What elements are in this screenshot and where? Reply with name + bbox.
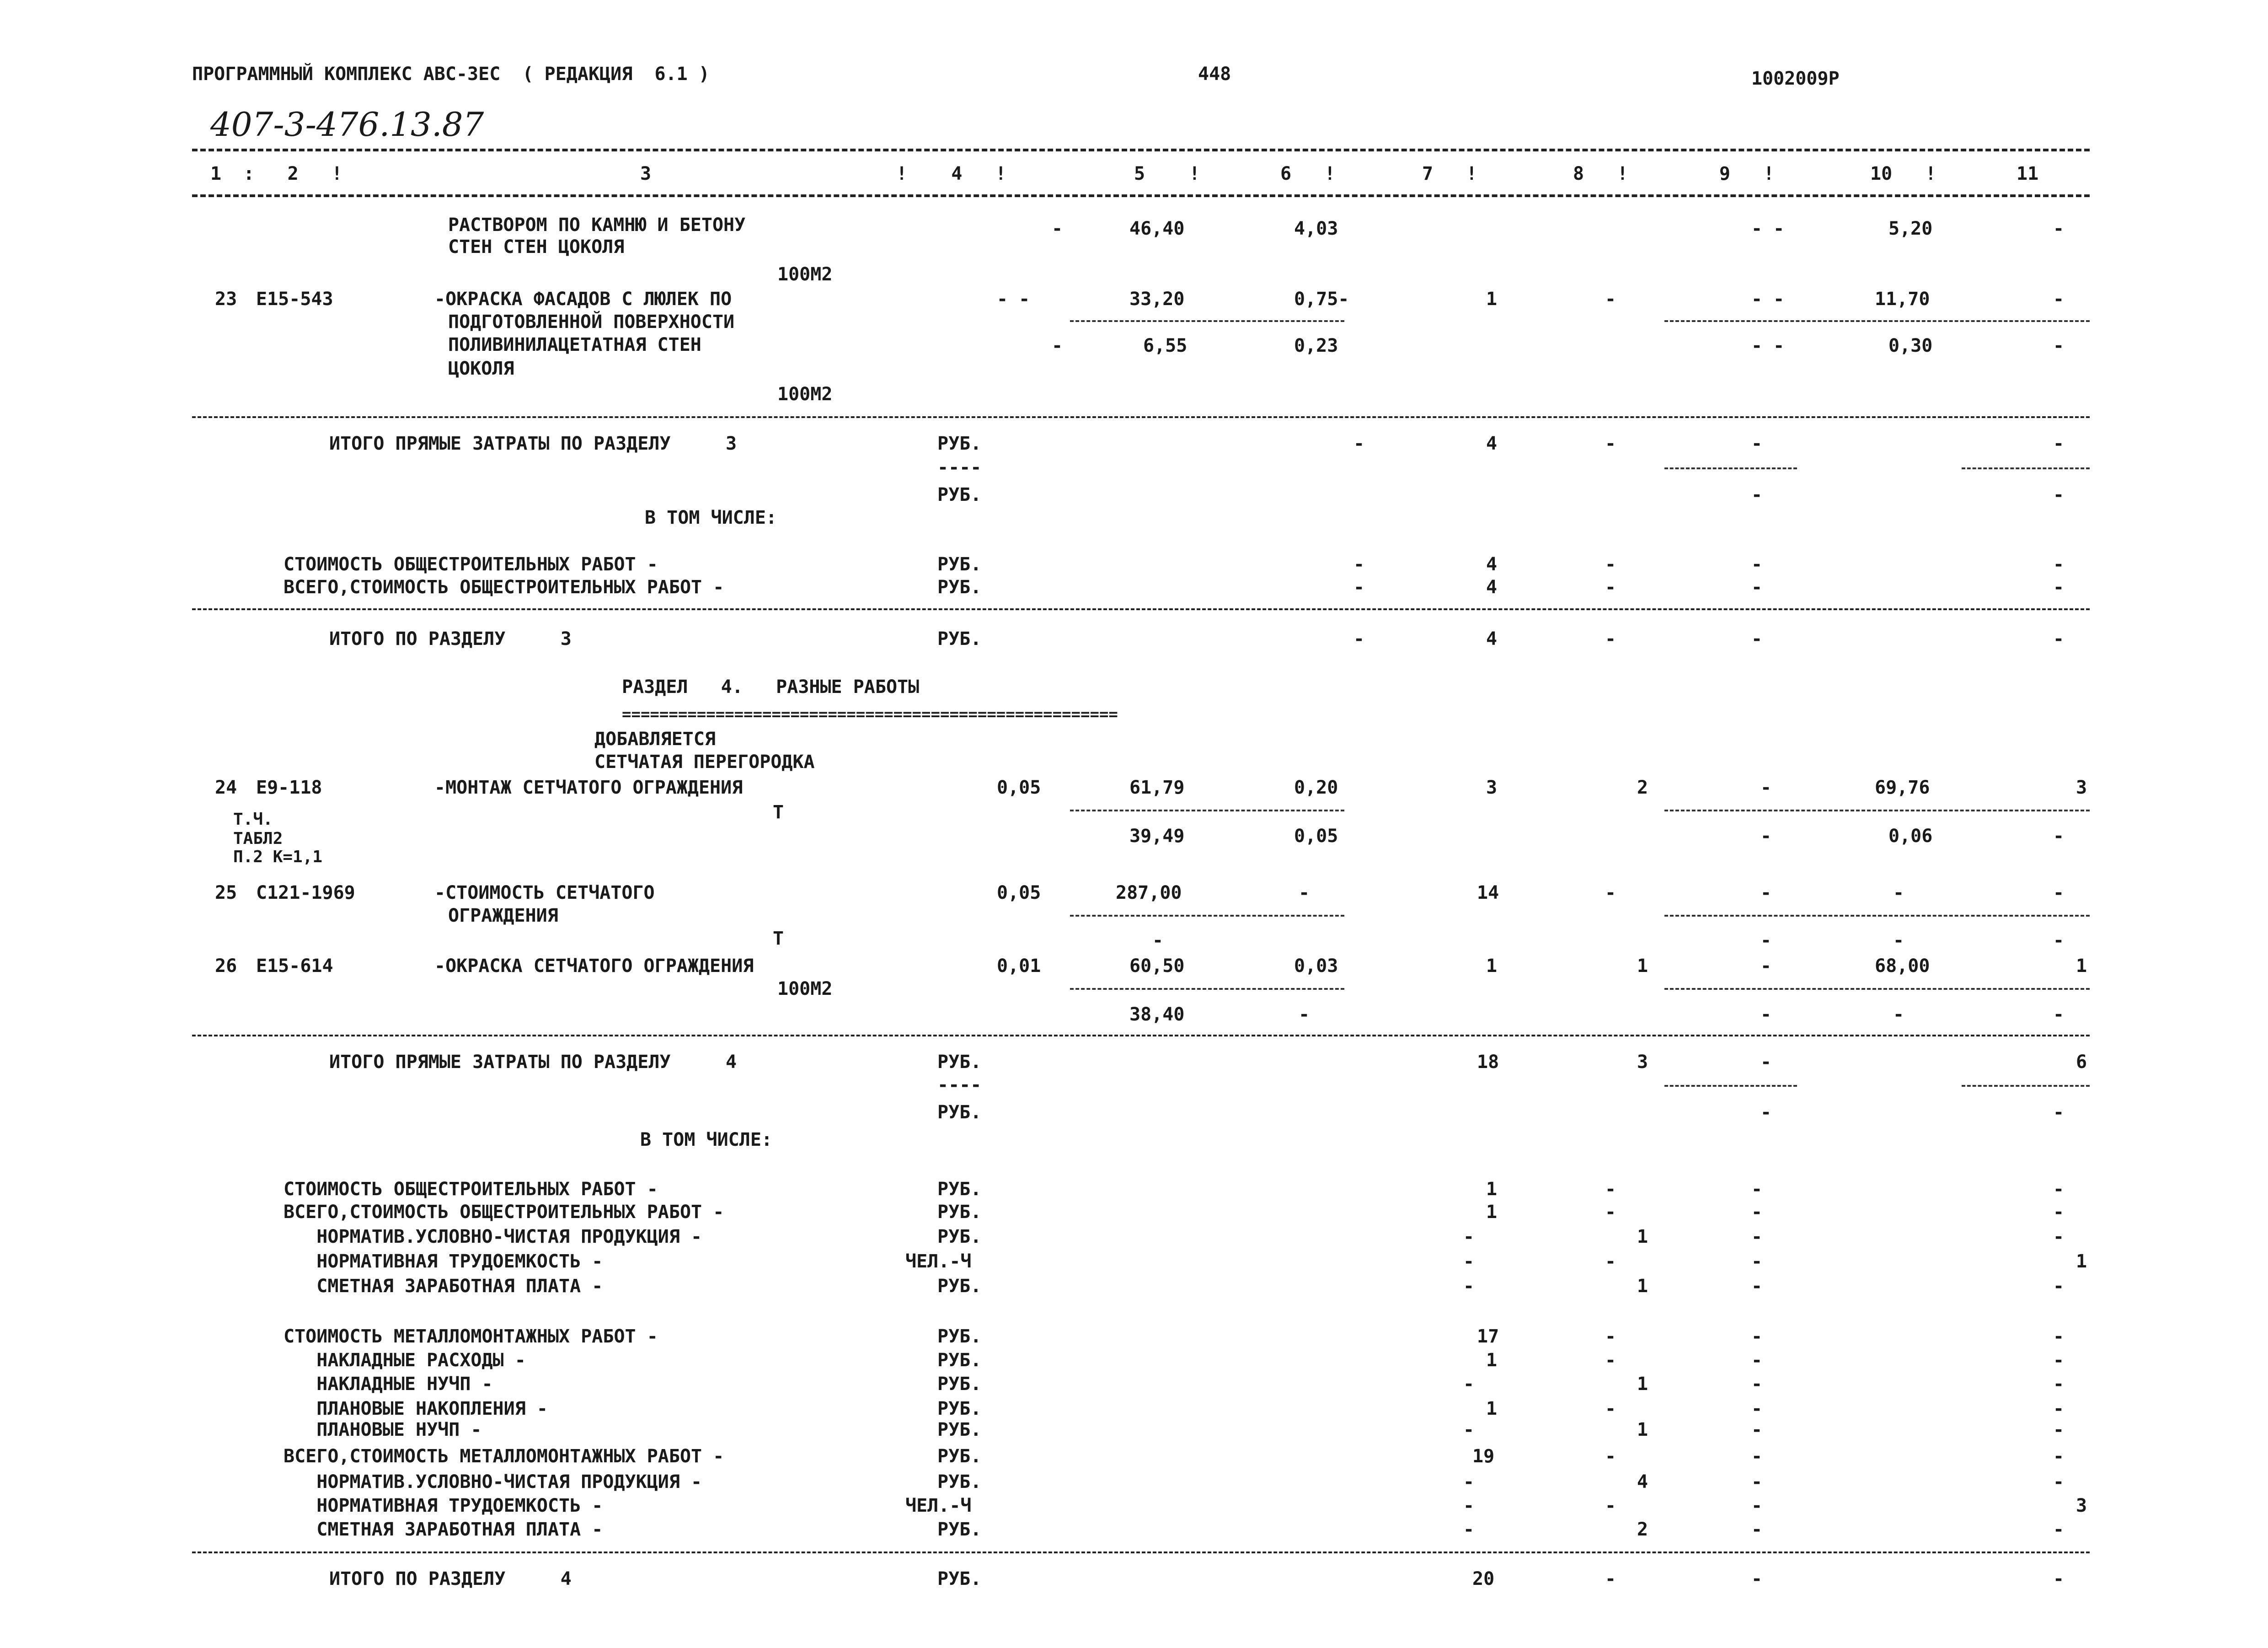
col-1-2: 1 : 2 ! <box>210 163 342 184</box>
s4-line-c7: - <box>1463 1251 1475 1272</box>
s4-line-label: НОРМАТИВ.УСЛОВНО-ЧИСТАЯ ПРОДУКЦИЯ - <box>284 1471 702 1492</box>
row23-c5b: 6,55 <box>1143 335 1187 356</box>
s4-line-unit: РУБ. <box>937 1419 982 1440</box>
row23-c10b: 0,30 <box>1888 335 1933 356</box>
row24-c8: 2 <box>1637 777 1648 798</box>
row23-c7: 1 <box>1486 289 1498 310</box>
s4-total-rub: РУБ. <box>937 1052 982 1073</box>
s4-line-c11: - <box>2053 1179 2065 1200</box>
s4-line-c11: - <box>2053 1398 2065 1419</box>
row0-c11: - <box>2053 218 2065 239</box>
s4-line-c11: - <box>2053 1471 2065 1492</box>
s3-a-c11: - <box>2053 554 2065 575</box>
s4-line-unit: РУБ. <box>937 1179 982 1200</box>
s4-line-c7: 1 <box>1486 1350 1498 1371</box>
s4-line-c8: - <box>1605 1495 1616 1516</box>
s3-total-label: ИТОГО ПРЯМЫЕ ЗАТРАТЫ ПО РАЗДЕЛУ 3 <box>329 433 737 454</box>
page-number: 448 <box>1198 64 1231 85</box>
s4-line-unit: ЧЕЛ.-Ч <box>905 1251 972 1272</box>
s4-line-c8: - <box>1605 1251 1616 1272</box>
s4-line-c7: 1 <box>1486 1202 1498 1223</box>
s4-line-c9: - <box>1751 1326 1763 1347</box>
row24-c4: 0,05 <box>997 777 1041 798</box>
row26-c11: 1 <box>2076 956 2087 977</box>
row24-c5b: 39,49 <box>1129 826 1185 847</box>
s4-line-unit: РУБ. <box>937 1276 982 1297</box>
row23-desc4: ЦОКОЛЯ <box>448 358 514 379</box>
s4-line-c8: 2 <box>1637 1519 1648 1540</box>
row24-c11: 3 <box>2076 777 2087 798</box>
s4-line-c8: 4 <box>1637 1471 1648 1492</box>
row26-c10b: - <box>1893 1004 1904 1025</box>
row26-subline-a <box>1070 988 1344 990</box>
row23-c6b: 0,23 <box>1294 335 1338 356</box>
row0-unit: 100М2 <box>777 264 833 285</box>
row23-c11b: - <box>2053 335 2065 356</box>
row25-unit: Т <box>773 928 784 949</box>
s3-itog-c7: 4 <box>1486 628 1498 650</box>
row0-c9: - - <box>1751 218 1785 239</box>
row25-c10: - <box>1893 882 1904 903</box>
s4-line-c9: - <box>1751 1398 1763 1419</box>
s3-subline-c9 <box>1664 467 1797 469</box>
s4-itog-label: ИТОГО ПО РАЗДЕЛУ 4 <box>329 1568 572 1589</box>
s4-line-unit: РУБ. <box>937 1202 982 1223</box>
row23-c4: - - <box>997 289 1030 310</box>
s4-line-label: ВСЕГО,СТОИМОСТЬ ОБЩЕСТРОИТЕЛЬНЫХ РАБОТ - <box>284 1202 724 1223</box>
row24-c9: - <box>1760 777 1772 798</box>
row24-subline-b <box>1664 810 2090 811</box>
row23-subline-a <box>1070 320 1344 322</box>
row26-c5: 60,50 <box>1129 956 1185 977</box>
row23-subline-b <box>1664 320 2090 322</box>
row26-c5b: 38,40 <box>1129 1004 1185 1025</box>
row25-subline-b <box>1664 915 2090 917</box>
row25-num: 25 <box>215 882 237 903</box>
s4-line-c7: - <box>1463 1495 1475 1516</box>
col-4: ! 4 ! <box>896 163 1006 184</box>
row25-c10b: - <box>1893 930 1904 951</box>
s4-line-label: НОРМАТИВ.УСЛОВНО-ЧИСТАЯ ПРОДУКЦИЯ - <box>284 1226 702 1247</box>
s4-line-c11: - <box>2053 1519 2065 1540</box>
section4-rule-2 <box>192 1551 2090 1553</box>
s4-itog-rub: РУБ. <box>937 1568 982 1589</box>
row26-c11b: - <box>2053 1004 2065 1025</box>
s4-line-c8: - <box>1605 1446 1616 1467</box>
s3-b-label: ВСЕГО,СТОИМОСТЬ ОБЩЕСТРОИТЕЛЬНЫХ РАБОТ - <box>284 577 724 598</box>
row25-code: С121-1969 <box>256 882 355 903</box>
row25-c11b: - <box>2053 930 2065 951</box>
s4-total-c7: 18 <box>1477 1052 1499 1073</box>
row24-c10: 69,76 <box>1875 777 1930 798</box>
s4-including: В ТОМ ЧИСЛЕ: <box>640 1129 772 1150</box>
s4-line-c8: - <box>1605 1202 1616 1223</box>
s4-line-c9: - <box>1751 1350 1763 1371</box>
row25-c5b: - <box>1152 930 1164 951</box>
document-code: 1002009Р <box>1751 68 1840 89</box>
s4-line-c11: - <box>2053 1276 2065 1297</box>
row25-c6: - <box>1299 882 1310 903</box>
row23-c11: - <box>2053 289 2065 310</box>
row24-subline-a <box>1070 810 1344 811</box>
s4-total-c8: 3 <box>1637 1052 1648 1073</box>
row26-unit: 100М2 <box>777 978 833 999</box>
s4-itog-c7: 20 <box>1472 1568 1495 1589</box>
row25-c7: 14 <box>1477 882 1499 903</box>
row23-c10: 11,70 <box>1875 289 1930 310</box>
s3-total-c7: 4 <box>1486 433 1498 454</box>
col-6: 6 ! <box>1280 163 1336 184</box>
s4-line-c8: 1 <box>1637 1419 1648 1440</box>
s4-line-c9: - <box>1751 1495 1763 1516</box>
s4-total-c11b: - <box>2053 1102 2065 1123</box>
row23-desc1: -ОКРАСКА ФАСАДОВ С ЛЮЛЕК ПО <box>434 289 732 310</box>
row24-note2: ТАБЛ2 <box>233 829 283 848</box>
s4-line-c11: - <box>2053 1419 2065 1440</box>
row26-c9b: - <box>1760 1004 1772 1025</box>
row25-c4: 0,05 <box>997 882 1041 903</box>
s4-itog-c11: - <box>2053 1568 2065 1589</box>
s3-b-c9: - <box>1751 577 1763 598</box>
s3-a-c9: - <box>1751 554 1763 575</box>
s4-line-c9: - <box>1751 1419 1763 1440</box>
row26-c6: 0,03 <box>1294 956 1338 977</box>
s4-line-c8: - <box>1605 1398 1616 1419</box>
header-rule-top <box>192 149 2090 151</box>
s4-line-c8: - <box>1605 1326 1616 1347</box>
row26-code: Е15-614 <box>256 956 333 977</box>
s4-line-label: ВСЕГО,СТОИМОСТЬ МЕТАЛЛОМОНТАЖНЫХ РАБОТ - <box>284 1446 724 1467</box>
row25-c11: - <box>2053 882 2065 903</box>
row25-subline-a <box>1070 915 1344 917</box>
row26-c6b: - <box>1299 1004 1310 1025</box>
s3-subline-c11 <box>1962 467 2090 469</box>
row26-desc1: -ОКРАСКА СЕТЧАТОГО ОГРАЖДЕНИЯ <box>434 956 754 977</box>
s4-line-c8: 1 <box>1637 1226 1648 1247</box>
col-7: 7 ! <box>1422 163 1477 184</box>
row23-desc3: ПОЛИВИНИЛАЦЕТАТНАЯ СТЕН <box>448 334 701 355</box>
row0-c4: - <box>1052 218 1063 239</box>
row24-c10b: 0,06 <box>1888 826 1933 847</box>
s4-line-c9: - <box>1751 1471 1763 1492</box>
s3-a-rub: РУБ. <box>937 554 982 575</box>
row25-desc2: ОГРАЖДЕНИЯ <box>448 905 558 926</box>
s4-line-label: СТОИМОСТЬ МЕТАЛЛОМОНТАЖНЫХ РАБОТ - <box>284 1326 658 1347</box>
s3-a-c6: - <box>1353 554 1365 575</box>
row0-c5: 46,40 <box>1129 218 1185 239</box>
s3-b-c8: - <box>1605 577 1616 598</box>
s4-line-c11: - <box>2053 1446 2065 1467</box>
row24-c5: 61,79 <box>1129 777 1185 798</box>
s4-line-c9: - <box>1751 1446 1763 1467</box>
s4-line-c7: - <box>1463 1374 1475 1395</box>
s3-itog-label: ИТОГО ПО РАЗДЕЛУ 3 <box>329 628 572 650</box>
s4-line-c8: - <box>1605 1350 1616 1371</box>
s4-line-c7: 19 <box>1472 1446 1495 1467</box>
s4-line-c7: - <box>1463 1419 1475 1440</box>
s3-itog-c11: - <box>2053 628 2065 650</box>
row0-c6: 4,03 <box>1294 218 1338 239</box>
row24-num: 24 <box>215 777 237 798</box>
row23-num: 23 <box>215 289 237 310</box>
s4-line-unit: РУБ. <box>937 1446 982 1467</box>
row24-code: Е9-118 <box>256 777 322 798</box>
row24-c11b: - <box>2053 826 2065 847</box>
row25-c8: - <box>1605 882 1616 903</box>
s4-line-c11: - <box>2053 1326 2065 1347</box>
s3-total-rub2: РУБ. <box>937 484 982 505</box>
s3-total-c11: - <box>2053 433 2065 454</box>
s3-b-rub: РУБ. <box>937 577 982 598</box>
s3-a-c8: - <box>1605 554 1616 575</box>
s4-line-c9: - <box>1751 1226 1763 1247</box>
col-3: 3 <box>640 163 652 184</box>
s4-line-c7: 17 <box>1477 1326 1499 1347</box>
s4-line-unit: РУБ. <box>937 1471 982 1492</box>
row26-c8: 1 <box>1637 956 1648 977</box>
section4-rule-1 <box>192 1035 2090 1036</box>
row26-c7: 1 <box>1486 956 1498 977</box>
s4-line-label: СМЕТНАЯ ЗАРАБОТНАЯ ПЛАТА - <box>284 1519 603 1540</box>
s3-itog-c6: - <box>1353 628 1365 650</box>
s4-line-c9: - <box>1751 1276 1763 1297</box>
section3-rule-2 <box>192 608 2090 610</box>
s4-title: РАЗДЕЛ 4. РАЗНЫЕ РАБОТЫ <box>622 676 920 698</box>
s4-line-c9: - <box>1751 1202 1763 1223</box>
row23-c9b: - - <box>1751 335 1785 356</box>
row24-c6b: 0,05 <box>1294 826 1338 847</box>
s4-line-unit: РУБ. <box>937 1374 982 1395</box>
s4-line-label: СМЕТНАЯ ЗАРАБОТНАЯ ПЛАТА - <box>284 1276 603 1297</box>
row24-unit: Т <box>773 802 784 823</box>
s4-line-unit: ЧЕЛ.-Ч <box>905 1495 972 1516</box>
s4-line-c7: - <box>1463 1226 1475 1247</box>
row25-c5: 287,00 <box>1116 882 1182 903</box>
s4-line-c8: - <box>1605 1179 1616 1200</box>
s4-line-c11: - <box>2053 1226 2065 1247</box>
s4-line-unit: РУБ. <box>937 1398 982 1419</box>
row26-c9: - <box>1760 956 1772 977</box>
row23-code: Е15-543 <box>256 289 333 310</box>
s3-including: В ТОМ ЧИСЛЕ: <box>645 507 777 528</box>
col-8: 8 ! <box>1573 163 1628 184</box>
s3-itog-c8: - <box>1605 628 1616 650</box>
row0-desc1: РАСТВОРОМ ПО КАМНЮ И БЕТОНУ <box>448 215 746 236</box>
row0-desc2: СТЕН СТЕН ЦОКОЛЯ <box>448 236 625 258</box>
s3-b-c7: 4 <box>1486 577 1498 598</box>
s4-line-c11: - <box>2053 1374 2065 1395</box>
s4-total-c9: - <box>1760 1052 1772 1073</box>
row23-c4b: - <box>1052 335 1063 356</box>
s3-b-c6: - <box>1353 577 1365 598</box>
row26-c10: 68,00 <box>1875 956 1930 977</box>
row23-c6: 0,75- <box>1294 289 1349 310</box>
col-9: 9 ! <box>1719 163 1775 184</box>
s4-line-label: ПЛАНОВЫЕ НУЧП - <box>284 1419 482 1440</box>
row24-c6: 0,20 <box>1294 777 1338 798</box>
row24-c7: 3 <box>1486 777 1498 798</box>
s4-line-c7: 1 <box>1486 1179 1498 1200</box>
s4-line-c9: - <box>1751 1519 1763 1540</box>
s4-line-c11: - <box>2053 1350 2065 1371</box>
row26-c4: 0,01 <box>997 956 1041 977</box>
s3-itog-c9: - <box>1751 628 1763 650</box>
row26-num: 26 <box>215 956 237 977</box>
s4-added: ДОБАВЛЯЕТСЯ <box>594 729 716 750</box>
s4-line-unit: РУБ. <box>937 1226 982 1247</box>
s4-line-c7: 1 <box>1486 1398 1498 1419</box>
s3-itog-rub: РУБ. <box>937 628 982 650</box>
s4-total-dash: ---- <box>937 1074 982 1095</box>
row24-desc1: -МОНТАЖ СЕТЧАТОГО ОГРАЖДЕНИЯ <box>434 777 743 798</box>
row23-unit: 100М2 <box>777 384 833 405</box>
s4-line-label: НОРМАТИВНАЯ ТРУДОЕМКОСТЬ - <box>284 1251 603 1272</box>
s3-a-label: СТОИМОСТЬ ОБЩЕСТРОИТЕЛЬНЫХ РАБОТ - <box>284 554 658 575</box>
s4-subline-c11 <box>1962 1085 2090 1087</box>
s3-total-dash: ---- <box>937 457 982 478</box>
s4-line-label: НАКЛАДНЫЕ РАСХОДЫ - <box>284 1350 526 1371</box>
row23-desc2: ПОДГОТОВЛЕННОЙ ПОВЕРХНОСТИ <box>448 311 735 333</box>
s3-total-c9: - <box>1751 433 1763 454</box>
s4-line-label: НОРМАТИВНАЯ ТРУДОЕМКОСТЬ - <box>284 1495 603 1516</box>
s3-a-c7: 4 <box>1486 554 1498 575</box>
s4-line-c8: 1 <box>1637 1276 1648 1297</box>
s4-line-c7: - <box>1463 1471 1475 1492</box>
s4-subline-c9 <box>1664 1085 1797 1087</box>
s3-total-c6: - <box>1353 433 1365 454</box>
s4-total-rub2: РУБ. <box>937 1102 982 1123</box>
s4-total-c9b: - <box>1760 1102 1772 1123</box>
program-title: ПРОГРАММНЫЙ КОМПЛЕКС АВС-3ЕС ( РЕДАКЦИЯ 6.1 ) <box>192 64 710 85</box>
s3-total-c8: - <box>1605 433 1616 454</box>
s4-line-unit: РУБ. <box>937 1519 982 1540</box>
s4-line-c9: - <box>1751 1251 1763 1272</box>
s4-line-label: ПЛАНОВЫЕ НАКОПЛЕНИЯ - <box>284 1398 548 1419</box>
s4-underline: ===================================================== <box>622 705 1118 724</box>
row0-c10: 5,20 <box>1888 218 1933 239</box>
s4-total-label: ИТОГО ПРЯМЫЕ ЗАТРАТЫ ПО РАЗДЕЛУ 4 <box>329 1052 737 1073</box>
s4-line-c7: - <box>1463 1276 1475 1297</box>
row23-c8: - <box>1605 289 1616 310</box>
row23-c5: 33,20 <box>1129 289 1185 310</box>
row24-note1: Т.Ч. <box>233 810 273 829</box>
col-10: 10 ! <box>1870 163 1936 184</box>
handwritten-reference: 407-3-476.13.87 <box>210 105 484 144</box>
row25-desc1: -СТОИМОСТЬ СЕТЧАТОГО <box>434 882 655 903</box>
s4-total-c11: 6 <box>2076 1052 2087 1073</box>
s4-line-c8: 1 <box>1637 1374 1648 1395</box>
section3-rule-1 <box>192 416 2090 418</box>
s4-line-unit: РУБ. <box>937 1350 982 1371</box>
s3-total-c11b: - <box>2053 484 2065 505</box>
row23-c9: - - <box>1751 289 1785 310</box>
row25-c9: - <box>1760 882 1772 903</box>
row24-note3: П.2 К=1,1 <box>233 848 323 866</box>
s4-line-label: НАКЛАДНЫЕ НУЧП - <box>284 1374 493 1395</box>
header-rule-bottom <box>192 194 2090 197</box>
col-11: 11 <box>2017 163 2039 184</box>
s4-line-c11: 3 <box>2076 1495 2087 1516</box>
s3-b-c11: - <box>2053 577 2065 598</box>
s4-line-c9: - <box>1751 1374 1763 1395</box>
s4-line-c11: 1 <box>2076 1251 2087 1272</box>
s4-line-label: СТОИМОСТЬ ОБЩЕСТРОИТЕЛЬНЫХ РАБОТ - <box>284 1179 658 1200</box>
row24-c9b: - <box>1760 826 1772 847</box>
col-5: 5 ! <box>1134 163 1200 184</box>
s4-line-unit: РУБ. <box>937 1326 982 1347</box>
s4-itog-c8: - <box>1605 1568 1616 1589</box>
s4-line-c11: - <box>2053 1202 2065 1223</box>
s4-itog-c9: - <box>1751 1568 1763 1589</box>
s4-line-c9: - <box>1751 1179 1763 1200</box>
row26-subline-b <box>1664 988 2090 990</box>
s4-line-c7: - <box>1463 1519 1475 1540</box>
s3-total-rub: РУБ. <box>937 433 982 454</box>
s4-subtitle: СЕТЧАТАЯ ПЕРЕГОРОДКА <box>594 752 815 773</box>
row25-c9b: - <box>1760 930 1772 951</box>
s3-total-c9b: - <box>1751 484 1763 505</box>
